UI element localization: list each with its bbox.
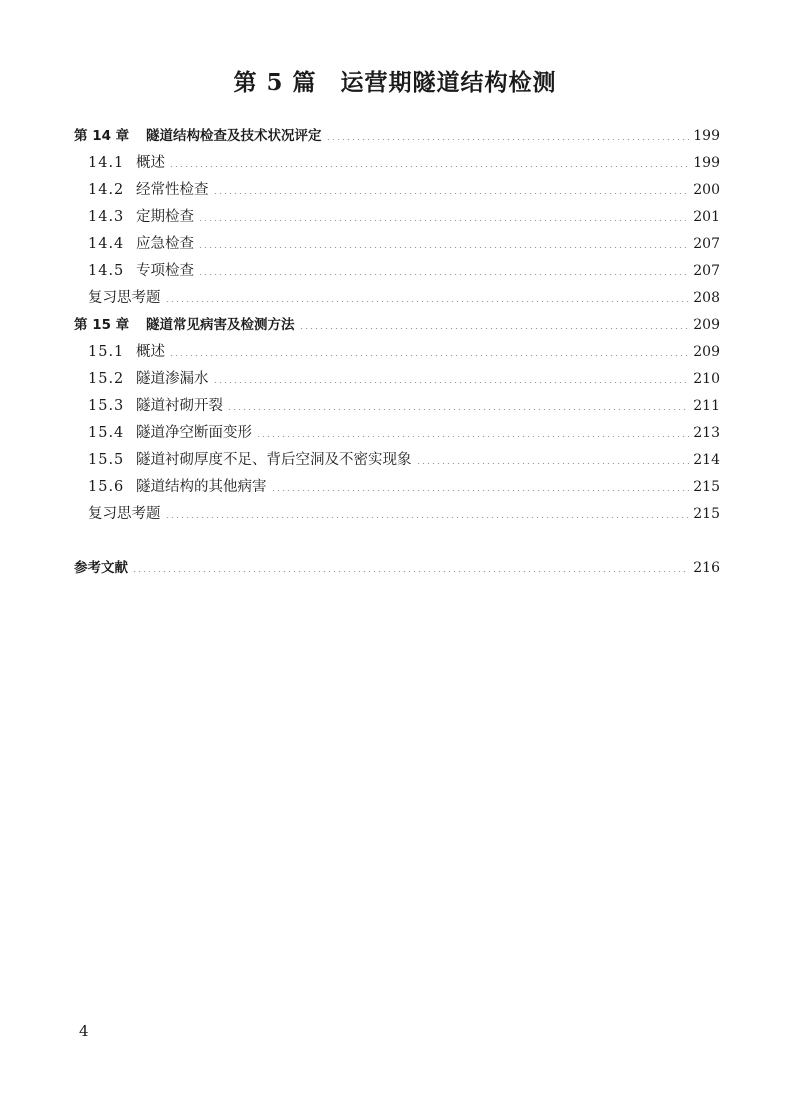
dot-leader	[213, 382, 690, 383]
page-number: 215	[693, 479, 720, 495]
review-title: 复习思考题	[88, 506, 161, 522]
section-title: 隧道净空断面变形	[136, 425, 252, 441]
section-title: 概述	[136, 344, 165, 360]
table-of-contents	[74, 123, 720, 582]
chapter-title: 隧道结构检查及技术状况评定	[146, 128, 322, 144]
page-number: 214	[693, 452, 720, 468]
section-title: 隧道衬砌厚度不足、背后空洞及不密实现象	[136, 452, 412, 468]
section-title: 隧道衬砌开裂	[136, 398, 223, 414]
page-number: 207	[693, 263, 720, 279]
page-number: 209	[693, 344, 720, 360]
section-number: 15.2	[88, 371, 125, 387]
chapter-number: 第 14 章	[74, 128, 130, 144]
page-number: 207	[693, 236, 720, 252]
toc-section-14-3[interactable]	[74, 204, 720, 231]
dot-leader	[213, 193, 690, 194]
toc-section-14-2[interactable]	[74, 177, 720, 204]
page-number: 209	[693, 317, 720, 333]
part-name: 运营期隧道结构检测	[340, 69, 557, 96]
page-number: 213	[693, 425, 720, 441]
section-number: 14.5	[88, 263, 125, 279]
page-number: 211	[693, 398, 720, 414]
section-number: 14.4	[88, 236, 125, 252]
section-number: 15.4	[88, 425, 125, 441]
toc-section-15-2[interactable]	[74, 366, 720, 393]
toc-chapter-14[interactable]	[74, 123, 720, 150]
dot-leader	[165, 301, 690, 302]
section-title: 隧道结构的其他病害	[136, 479, 267, 495]
dot-leader	[271, 490, 690, 491]
section-number: 14.2	[88, 182, 125, 198]
section-number: 14.1	[88, 155, 125, 171]
section-title: 定期检查	[136, 209, 194, 225]
dot-leader	[326, 139, 690, 140]
page-number: 215	[693, 506, 720, 522]
section-number: 15.5	[88, 452, 125, 468]
toc-section-15-1[interactable]	[74, 339, 720, 366]
dot-leader	[169, 166, 689, 167]
dot-leader	[169, 355, 689, 356]
chapter-title: 隧道常见病害及检测方法	[146, 317, 295, 333]
chapter-number: 第 15 章	[74, 317, 130, 333]
toc-references[interactable]	[74, 555, 720, 582]
section-number: 15.6	[88, 479, 125, 495]
toc-review-14[interactable]	[74, 285, 720, 312]
section-number: 14.3	[88, 209, 125, 225]
section-title: 隧道渗漏水	[136, 371, 209, 387]
toc-chapter-15[interactable]	[74, 312, 720, 339]
page-number: 210	[693, 371, 720, 387]
toc-section-14-5[interactable]	[74, 258, 720, 285]
toc-section-15-3[interactable]	[74, 393, 720, 420]
part-label: 第 5 篇	[233, 69, 317, 96]
section-title: 应急检查	[136, 236, 194, 252]
page-number: 208	[693, 290, 720, 306]
toc-section-14-4[interactable]	[74, 231, 720, 258]
section-title: 经常性检查	[136, 182, 209, 198]
page-number: 199	[693, 155, 720, 171]
dot-leader	[198, 274, 689, 275]
section-number: 15.1	[88, 344, 125, 360]
dot-leader	[132, 571, 689, 572]
section-title: 概述	[136, 155, 165, 171]
dot-leader	[198, 220, 689, 221]
dot-leader	[227, 409, 689, 410]
dot-leader	[299, 328, 690, 329]
section-spacer	[74, 528, 720, 555]
page-number: 199	[693, 128, 720, 144]
page-folio: 4	[79, 1022, 89, 1040]
dot-leader	[416, 463, 690, 464]
toc-section-15-6[interactable]	[74, 474, 720, 501]
references-title: 参考文献	[74, 560, 128, 576]
dot-leader	[198, 247, 689, 248]
part-title	[0, 64, 790, 97]
section-title: 专项检查	[136, 263, 194, 279]
toc-section-15-4[interactable]	[74, 420, 720, 447]
toc-review-15[interactable]	[74, 501, 720, 528]
review-title: 复习思考题	[88, 290, 161, 306]
toc-section-15-5[interactable]	[74, 447, 720, 474]
dot-leader	[165, 517, 690, 518]
page-number: 201	[693, 209, 720, 225]
page-number: 216	[693, 560, 720, 576]
dot-leader	[256, 436, 689, 437]
section-number: 15.3	[88, 398, 125, 414]
toc-section-14-1[interactable]	[74, 150, 720, 177]
page-number: 200	[693, 182, 720, 198]
